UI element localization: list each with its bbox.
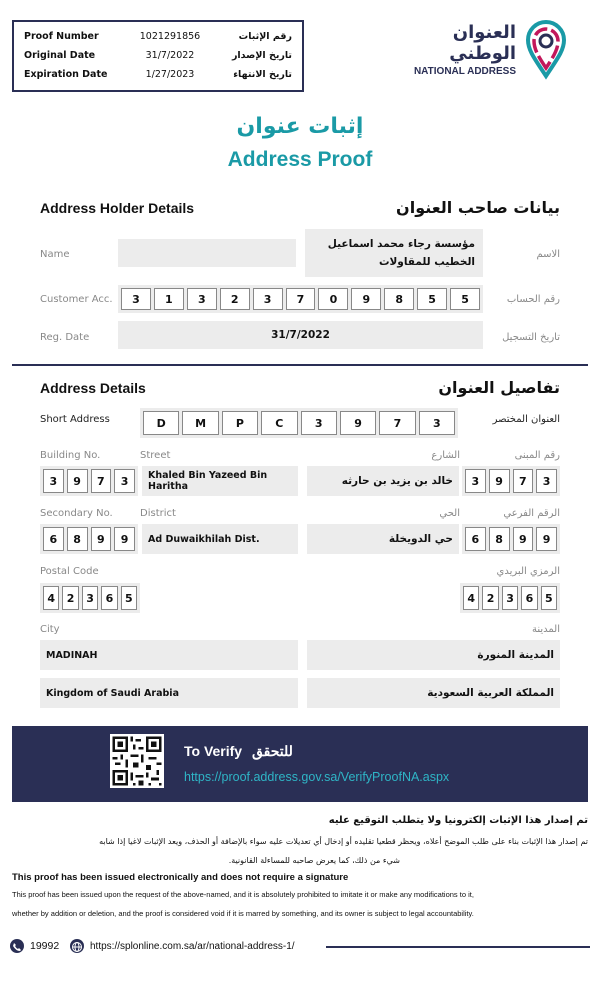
postal-code-label: Postal Code <box>40 566 99 577</box>
postal-digit-cell: 3 <box>82 586 98 610</box>
expiration-date-label-ar: تاريخ الانتهاء <box>233 69 292 80</box>
account-digit-cell: 5 <box>450 288 480 310</box>
verify-label-en: To Verify <box>184 743 243 759</box>
street-field-en: Khaled Bin Yazeed Bin Haritha <box>142 466 298 496</box>
country-field-en: Kingdom of Saudi Arabia <box>40 678 298 708</box>
footer-url-link[interactable]: https://splonline.com.sa/ar/national-address-1/ <box>90 941 295 952</box>
district-label-ar: الحي <box>439 508 460 519</box>
account-digit-cell: 7 <box>286 288 316 310</box>
short-address-cell: 9 <box>340 411 376 435</box>
street-label: Street <box>140 450 171 461</box>
account-digit-cell: 9 <box>351 288 381 310</box>
section-divider <box>12 364 588 366</box>
postal-digit-cell: 2 <box>62 586 78 610</box>
account-digit-cell: 3 <box>253 288 283 310</box>
building-digit-cell-ar: 3 <box>536 469 557 493</box>
account-digit-cell: 0 <box>318 288 348 310</box>
original-date-value: 31/7/2022 <box>145 50 195 61</box>
postal-code-digits <box>40 583 140 613</box>
postal-digit-cell: 5 <box>121 586 137 610</box>
logo-name-ar: العنوان الوطني <box>449 22 516 64</box>
address-heading-ar: تفاصيل العنوان <box>438 378 560 397</box>
building-digit-cell: 3 <box>43 469 64 493</box>
secondary-digit-cell: 6 <box>43 527 64 551</box>
short-address-label-ar: العنوان المختصر <box>492 414 560 425</box>
disclaimer-heading-ar: تم إصدار هذا الإثبات إلكترونيا ولا يتطلب التوقيع عليه <box>328 815 588 826</box>
building-digit-cell-ar: 7 <box>513 469 534 493</box>
short-address-cell: 3 <box>419 411 455 435</box>
reg-date-label-ar: تاريخ التسجيل <box>502 332 560 343</box>
building-digits <box>40 466 138 496</box>
secondary-digit-cell-ar: 9 <box>513 527 534 551</box>
name-field-en <box>118 239 296 267</box>
building-digit-cell: 9 <box>67 469 88 493</box>
country-field-ar: المملكة العربية السعودية <box>307 678 560 708</box>
qr-code-icon[interactable] <box>110 734 164 788</box>
verify-label <box>184 743 293 760</box>
short-address-cell: D <box>143 411 179 435</box>
reg-date-value: 31/7/2022 <box>118 321 483 349</box>
page-title-en: Address Proof <box>227 148 373 171</box>
city-label-ar: المدينة <box>531 624 560 635</box>
short-address-label: Short Address <box>40 414 110 425</box>
postal-digit-cell-ar: 4 <box>463 586 479 610</box>
disclaimer-line1-en: This proof has been issued upon the request of the above-named, and it is absolutely prohibited to imitate it or make any modifications to it, <box>12 890 474 899</box>
reg-date-label: Reg. Date <box>40 332 90 343</box>
street-field-ar: خالد بن يزيد بن حارثه <box>307 466 459 496</box>
customer-account-label: Customer Acc. <box>40 294 113 305</box>
city-label: City <box>40 624 60 635</box>
account-digit-cell: 2 <box>220 288 250 310</box>
district-field-ar: حي الدويخلة <box>307 524 459 554</box>
verify-band <box>12 726 588 802</box>
page-title-ar: إثبات عنوان <box>236 114 364 139</box>
secondary-digit-cell: 8 <box>67 527 88 551</box>
disclaimer-heading-en: This proof has been issued electronically and does not require a signature <box>12 872 349 883</box>
name-label: Name <box>40 249 70 260</box>
account-digit-cell: 8 <box>384 288 414 310</box>
district-label: District <box>140 508 176 519</box>
postal-digit-cell: 4 <box>43 586 59 610</box>
postal-digit-cell-ar: 6 <box>521 586 537 610</box>
short-address-cell: C <box>261 411 297 435</box>
secondary-digit-cell-ar: 9 <box>536 527 557 551</box>
name-field-ar: مؤسسة رجاء محمد اسماعيل الخطيب للمقاولات <box>305 229 483 277</box>
short-address-cell: 3 <box>301 411 337 435</box>
building-digit-cell-ar: 3 <box>465 469 486 493</box>
building-label-ar: رقم المبنى <box>514 450 560 461</box>
secondary-digit-cell-ar: 6 <box>465 527 486 551</box>
original-date-row <box>14 50 302 68</box>
building-digits-ar <box>462 466 560 496</box>
building-digit-cell-ar: 9 <box>489 469 510 493</box>
city-field-en: MADINAH <box>40 640 298 670</box>
expiration-date-value: 1/27/2023 <box>145 69 195 80</box>
footer-phone: 19992 <box>30 940 60 952</box>
short-address-cell: M <box>182 411 218 435</box>
logo-name-en: NATIONAL ADDRESS <box>413 66 516 77</box>
account-digit-cell: 3 <box>121 288 151 310</box>
postal-digit-cell-ar: 3 <box>502 586 518 610</box>
globe-icon <box>70 939 84 953</box>
holder-heading-ar: بيانات صاحب العنوان <box>396 198 560 217</box>
verify-label-ar: للتحقق <box>251 743 293 759</box>
verify-url-link[interactable]: https://proof.address.gov.sa/VerifyProofNA.aspx <box>184 770 450 784</box>
secondary-digits-ar <box>462 524 560 554</box>
address-heading-en: Address Details <box>40 380 146 396</box>
postal-digit-cell-ar: 5 <box>541 586 557 610</box>
secondary-digit-cell-ar: 8 <box>489 527 510 551</box>
building-digit-cell: 3 <box>114 469 135 493</box>
account-digit-cell: 5 <box>417 288 447 310</box>
postal-digit-cell: 6 <box>101 586 117 610</box>
proof-number-row <box>14 31 302 49</box>
building-label: Building No. <box>40 450 101 461</box>
name-label-ar: الاسم <box>536 249 560 260</box>
secondary-label: Secondary No. <box>40 508 113 519</box>
disclaimer-line2-en: whether by addition or deletion, and the proof is considered void if it is marred by something, and its owner is subject to legal accountability. <box>12 909 474 918</box>
expiration-date-label: Expiration Date <box>24 69 108 80</box>
original-date-label-ar: تاريخ الإصدار <box>231 50 292 61</box>
expiration-date-row <box>14 69 302 87</box>
secondary-label-ar: الرقم الفرعي <box>503 508 560 519</box>
proof-number-value: 1021291856 <box>139 31 201 42</box>
city-field-ar: المدينة المنورة <box>307 640 560 670</box>
postal-code-digits-ar <box>460 583 560 613</box>
street-label-ar: الشارع <box>431 450 460 461</box>
postal-digit-cell-ar: 2 <box>482 586 498 610</box>
secondary-digit-cell: 9 <box>114 527 135 551</box>
account-digit-cell: 1 <box>154 288 184 310</box>
proof-number-label: Proof Number <box>24 31 99 42</box>
customer-account-label-ar: رقم الحساب <box>506 294 560 305</box>
proof-number-label-ar: رقم الإثبات <box>238 31 292 42</box>
short-address-chars <box>140 408 458 438</box>
holder-heading-en: Address Holder Details <box>40 200 195 216</box>
disclaimer-line2-ar: شيء من ذلك، كما يعرض صاحبه للمساءلة القانونية. <box>228 856 400 865</box>
location-pin-logo-icon <box>524 18 568 80</box>
national-address-logo-text <box>386 22 516 77</box>
district-field-en: Ad Duwaikhilah Dist. <box>142 524 298 554</box>
secondary-digits <box>40 524 138 554</box>
short-address-cell: 7 <box>379 411 415 435</box>
original-date-label: Original Date <box>24 50 96 61</box>
phone-icon <box>10 939 24 953</box>
customer-account-digits <box>118 285 483 313</box>
postal-code-label-ar: الرمزي البريدي <box>496 566 560 577</box>
short-address-cell: P <box>222 411 258 435</box>
building-digit-cell: 7 <box>91 469 112 493</box>
secondary-digit-cell: 9 <box>91 527 112 551</box>
proof-info-box <box>12 20 304 92</box>
account-digit-cell: 3 <box>187 288 217 310</box>
disclaimer-line1-ar: تم إصدار هذا الإثبات بناء على طلب الموضح أعلاه، ويحظر قطعيا تقليده أو إدخال أي تعديلات عليه سواء بالإضافة أو الحذف، ويعد الإثبات لاغيا إذا شابه <box>99 837 588 846</box>
footer-rule <box>326 946 590 948</box>
